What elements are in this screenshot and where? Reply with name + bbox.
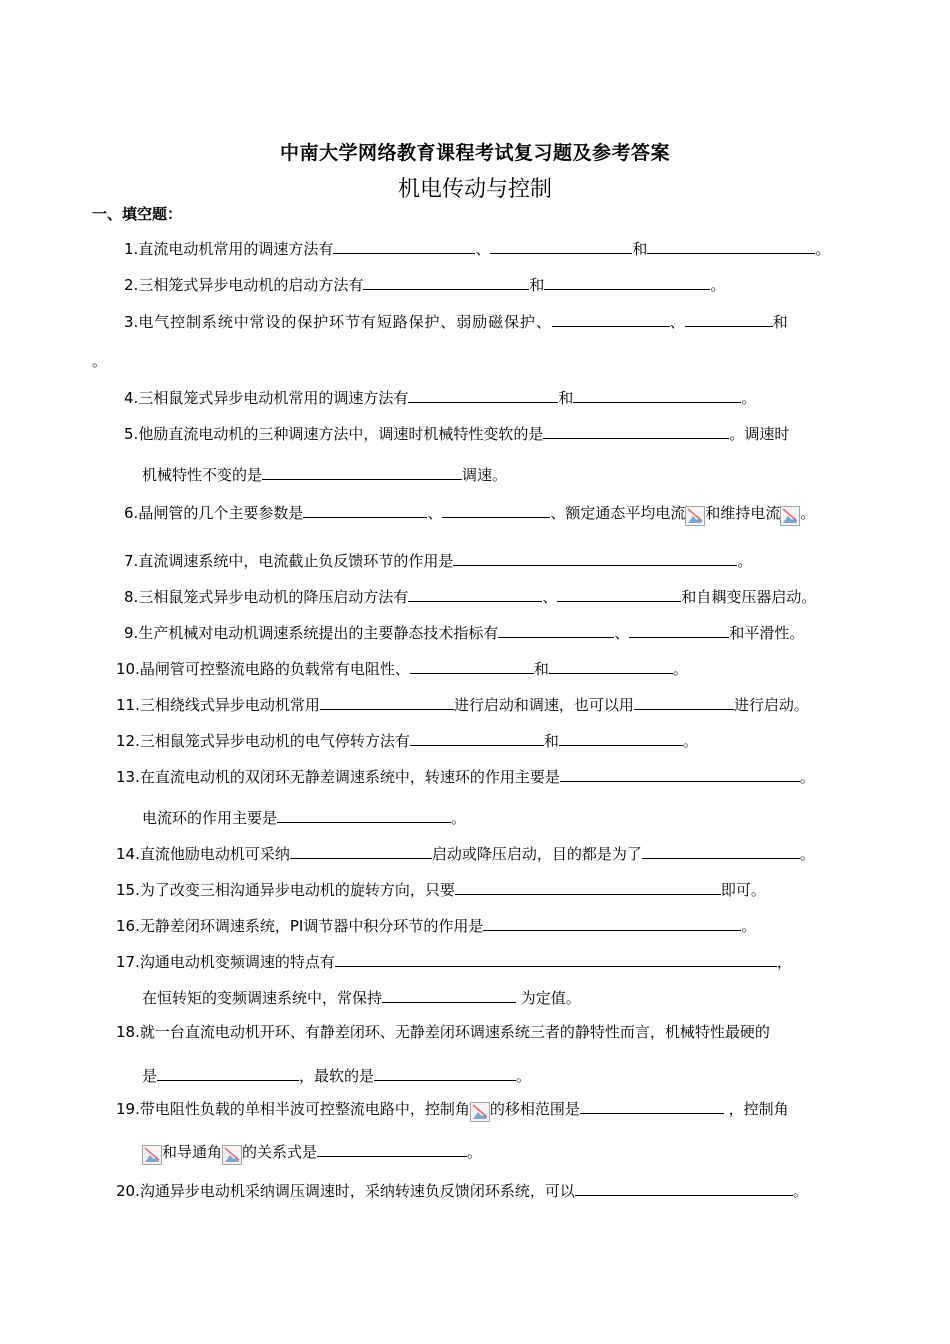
broken-image-icon [142,1145,162,1165]
answer-blank[interactable] [575,1178,793,1196]
answer-blank[interactable] [483,913,741,931]
question-11: 11.三相绕线式异步电动机常用 进行启动和调速，也可以用 进行启动。 [116,692,809,716]
answer-blank[interactable] [557,584,681,602]
page-title: 中南大学网络教育课程考试复习题及参考答案 [279,142,670,164]
answer-blank[interactable] [580,1096,724,1114]
answer-blank[interactable] [363,272,529,290]
question-2: 2.三相笼式异步电动机的启动方法有 和 。 [124,272,725,296]
answer-blank[interactable] [408,584,542,602]
question-4: 4.三相鼠笼式异步电动机常用的调速方法有 和 。 [124,385,756,409]
answer-blank[interactable] [455,877,721,895]
answer-blank[interactable] [262,462,462,480]
page-subtitle: 机电传动与控制 [397,177,552,202]
question-8: 8.三相鼠笼式异步电动机的降压启动方法有 、 和自耦变压器启动。 [124,584,816,608]
answer-blank[interactable] [634,692,734,710]
question-18: 18.就一台直流电动机开环、有静差闭环、无静差闭环调速系统三者的静特性而言，机械特性最硬的 [116,1023,770,1041]
answer-blank[interactable] [543,421,729,439]
answer-blank[interactable] [157,1063,299,1081]
answer-blank[interactable] [559,728,683,746]
question-10: 10.晶闸管可控整流电路的负载常有电阻性、 和 。 [116,656,688,680]
answer-blank[interactable] [290,841,432,859]
answer-blank[interactable] [498,620,614,638]
question-5: 5.他励直流电动机的三种调速方法中，调速时机械特性变软的是 。调速时 [124,421,789,445]
question-17: 17.沟通电动机变频调速的特点有 ， [116,949,792,973]
question-20: 20.沟通异步电动机采纳调压调速时，采纳转速负反馈闭环系统，可以 。 [116,1178,808,1202]
broken-image-icon [780,506,800,526]
answer-blank[interactable] [408,385,558,403]
answer-blank[interactable] [552,309,670,327]
question-9: 9.生产机械对电动机调速系统提出的主要静态技术指标有 、 和平滑性。 [124,620,804,644]
answer-blank[interactable] [333,236,475,254]
broken-image-icon [470,1102,490,1122]
section-heading: 一、填空题： [92,205,183,223]
answer-blank[interactable] [374,1063,516,1081]
answer-blank[interactable] [453,548,737,566]
question-5-continuation: 机械特性不变的是 调速。 [142,462,507,486]
question-3-continuation: 。 [92,352,108,370]
answer-blank[interactable] [320,692,454,710]
broken-image-icon [685,506,705,526]
answer-blank[interactable] [685,309,773,327]
question-15: 15.为了改变三相沟通异步电动机的旋转方向，只要 即可。 [116,877,766,901]
answer-blank[interactable] [442,500,550,518]
question-16: 16.无静差闭环调速系统，PI调节器中积分环节的作用是 。 [116,913,756,937]
question-7: 7.直流调速系统中，电流截止负反馈环节的作用是 。 [124,548,752,572]
question-14: 14.直流他励电动机可采纳 启动或降压启动，目的都是为了 。 [116,841,815,865]
answer-blank[interactable] [410,728,544,746]
answer-blank[interactable] [647,236,815,254]
question-18-continuation: 是 ，最软的是 。 [142,1063,531,1087]
answer-blank[interactable] [544,272,710,290]
broken-image-icon [222,1145,242,1165]
question-19: 19.带电阻性负载的单相半波可控整流电路中，控制角 的移相范围是 ，控制角 [116,1096,789,1120]
answer-blank[interactable] [549,656,673,674]
question-13-continuation: 电流环的作用主要是 。 [142,805,466,829]
question-3: 3.电气控制系统中常设的保护环节有短路保护、弱励磁保护、 、 和 [124,309,788,333]
answer-blank[interactable] [629,620,729,638]
question-12: 12.三相鼠笼式异步电动机的电气停转方法有 和 。 [116,728,698,752]
answer-blank[interactable] [382,985,516,1003]
answer-blank[interactable] [560,764,800,782]
answer-blank[interactable] [317,1139,467,1157]
question-1: 1.直流电动机常用的调速方法有 、 和 。 [124,236,830,260]
answer-blank[interactable] [490,236,632,254]
answer-blank[interactable] [277,805,451,823]
question-19-continuation: 和导通角 的关系式是 。 [142,1139,482,1163]
answer-blank[interactable] [303,500,427,518]
question-17-continuation: 在恒转矩的变频调速系统中，常保持 为定值。 [142,985,581,1009]
question-6: 6.晶闸管的几个主要参数是 、 、额定通态平均电流 和维持电流 。 [124,500,815,524]
answer-blank[interactable] [642,841,800,859]
answer-blank[interactable] [335,949,777,967]
answer-blank[interactable] [573,385,741,403]
answer-blank[interactable] [410,656,534,674]
question-13: 13.在直流电动机的双闭环无静差调速系统中，转速环的作用主要是 。 [116,764,815,788]
